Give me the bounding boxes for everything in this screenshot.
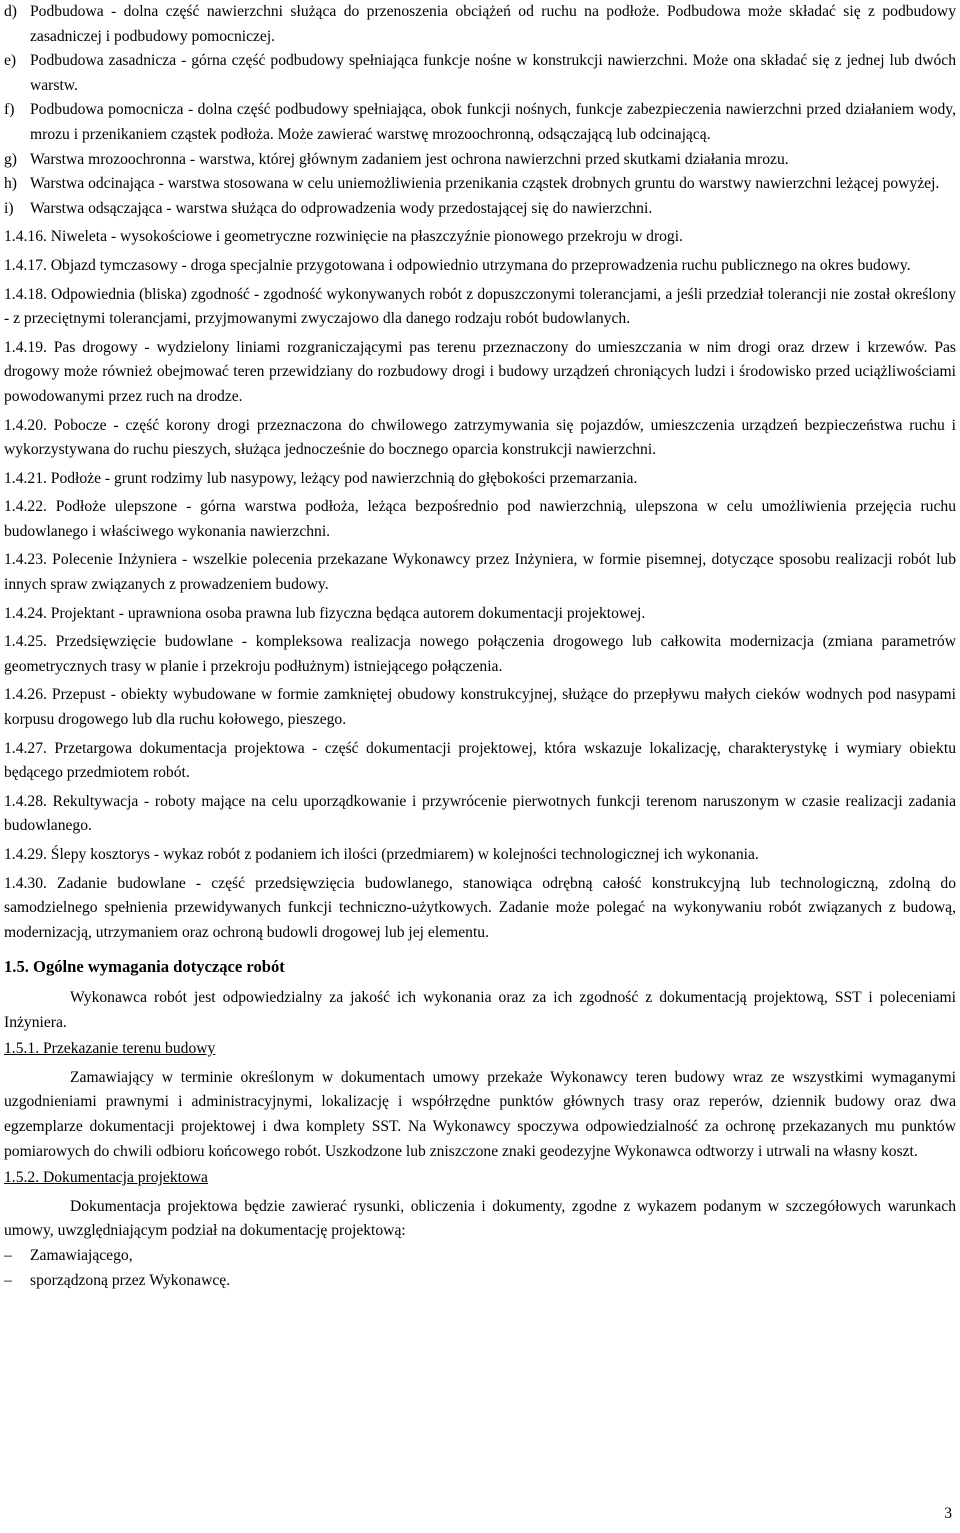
definition-paragraph: 1.4.26. Przepust - obiekty wybudowane w formie zamkniętej obudowy konstrukcyjnej, służące do przepływu małych cieków wodnych pod nasypami korpusu drogowego lub dla ruchu kołowego, pieszego. xyxy=(4,686,956,729)
definitions-list xyxy=(4,0,956,221)
list-item-text: Podbudowa pomocnicza - dolna część podbudowy spełniająca, obok funkcji nośnych, funkcje zabezpieczenia nawierzchni przed działaniem wody, mrozu i przenikaniem cząstek podłoża. Może zawierać warstwę mrozoochronną, odsączającą lub odcinającą. xyxy=(30,101,956,143)
subsection-text: Zamawiający w terminie określonym w dokumentach umowy przekaże Wykonawcy teren budowy wraz ze wszystkimi wymaganymi uzgodnieniami prawnymi i administracyjnymi, lokalizację i współrzędne punktów głównych trasy oraz reperów, dziennik budowy oraz dwa egzemplarze dokumentacji projektowej i dwa komplety SST. Na Wykonawcy spoczywa odpowiedzialność za ochronę przekazanych mu punktów pomiarowych do chwili odbioru końcowego robót. Uszkodzone lub zniszczone znaki geodezyjne Wykonawca odtworzy i utrwali na własny koszt. xyxy=(4,1068,956,1160)
section-intro: Wykonawca robót jest odpowiedzialny za jakość ich wykonania oraz za ich zgodność z dokumentacją projektową, SST i poleceniami Inżyniera. xyxy=(4,988,956,1031)
list-item-text: Podbudowa zasadnicza - górna część podbudowy spełniająca funkcje nośne w konstrukcji nawierzchni. Może ona składać się z jednej lub dwóch warstw. xyxy=(30,52,956,94)
subsection-text: Dokumentacja projektowa będzie zawierać rysunki, obliczenia i dokumenty, zgodne z wykazem podanym w szczegółowych warunkach umowy, uwzględniającym podział na dokumentację projektową: xyxy=(4,1197,956,1240)
list-item-text: Warstwa mrozoochronna - warstwa, której głównym zadaniem jest ochrona nawierzchni przed skutkami działania mrozu. xyxy=(30,150,789,168)
definition-paragraph: 1.4.21. Podłoże - grunt rodzimy lub nasypowy, leżący pod nawierzchnią do głębokości przemarzania. xyxy=(4,469,638,487)
list-marker: i) xyxy=(4,199,14,217)
definition-paragraph: 1.4.25. Przedsięwzięcie budowlane - kompleksowa realizacja nowego połączenia drogowego lub całkowita modernizacja (zmiana parametrów geometrycznych trasy w planie i przekroju podłużnym) istniejącego połączenia. xyxy=(4,633,956,675)
list-item xyxy=(4,197,956,222)
list-item-text: Podbudowa - dolna część nawierzchni służąca do przenoszenia obciążeń od ruchu na podłoże. Podbudowa może składać się z podbudowy zasadniczej i podbudowy pomocniczej. xyxy=(30,3,956,45)
definition-paragraph: 1.4.22. Podłoże ulepszone - górna warstwa podłoża, leżąca bezpośrednio pod nawierzchnią, ulepszona w celu umożliwienia przejęcia ruchu budowlanego i właściwego wykonania nawierzchni. xyxy=(4,498,956,540)
definition-paragraph: 1.4.28. Rekultywacja - roboty mające na celu uporządkowanie i przywrócenie pierwotnych funkcji terenom naruszonym w czasie realizacji zadania budowlanego. xyxy=(4,792,956,835)
bullet-text: sporządzoną przez Wykonawcę. xyxy=(30,1271,231,1289)
definition-paragraph: 1.4.18. Odpowiednia (bliska) zgodność - zgodność wykonywanych robót z dopuszczonymi tolerancjami, a jeśli przedział tolerancji nie został określony - z przeciętnymi tolerancjami, przyjmowanymi zwyczajowo dla danego rodzaju robót budowlanych. xyxy=(4,285,956,328)
list-marker: d) xyxy=(4,3,17,20)
definition-paragraph: 1.4.24. Projektant - uprawniona osoba prawna lub fizyczna będąca autorem dokumentacji projektowej. xyxy=(4,604,646,622)
definition-paragraph: 1.4.17. Objazd tymczasowy - droga specjalnie przygotowana i odpowiednio utrzymana do przeprowadzenia ruchu publicznego na okres budowy. xyxy=(4,256,911,274)
definition-paragraph: 1.4.27. Przetargowa dokumentacja projektowa - część dokumentacji projektowej, która wskazuje lokalizację, charakterystykę i wymiary obiektu będącego przedmiotem robót. xyxy=(4,739,956,782)
bullet-item xyxy=(4,1244,956,1269)
list-item xyxy=(4,49,956,98)
bullet-text: Zamawiającego, xyxy=(30,1246,133,1264)
page-number: 3 xyxy=(944,1505,952,1522)
definition-paragraph: 1.4.30. Zadanie budowlane - część przedsięwzięcia budowlanego, stanowiąca odrębną całość konstrukcyjną lub technologiczną, zdolną do samodzielnego spełnienia przewidywanych funkcji techniczno-użytkowych. Zadanie może polegać na wykonywaniu robót związanych z budową, modernizacją, utrzymaniem oraz ochroną budowli drogowej lub jej elementu. xyxy=(4,874,956,941)
numbered-definitions xyxy=(4,225,956,945)
list-item xyxy=(4,0,956,49)
subsection-heading: 1.5.1. Przekazanie terenu budowy xyxy=(4,1040,216,1058)
dash-bullet-icon: – xyxy=(4,1246,12,1264)
list-item-text: Warstwa odsączająca - warstwa służąca do odprowadzenia wody przedostającej się do nawierzchni. xyxy=(30,199,653,217)
definition-paragraph: 1.4.20. Pobocze - część korony drogi przeznaczona do chwilowego zatrzymywania się pojazdów, umieszczenia urządzeń bezpieczeństwa ruchu i wykorzystywana do ruchu pieszych, służąca jednocześnie do bocznego oparcia konstrukcji nawierzchni. xyxy=(4,416,956,459)
list-item xyxy=(4,148,956,173)
section-heading: 1.5. Ogólne wymagania dotyczące robót xyxy=(4,957,285,977)
definition-paragraph: 1.4.19. Pas drogowy - wydzielony liniami rozgraniczającymi pas terenu przeznaczony do umieszczania w nim drogi oraz drzew i krzewów. Pas drogowy może również obejmować teren przewidziany do rozbudowy drogi i budowy urządzeń chroniących ludzi i środowisko przed uciążliwościami powodowanymi przez ruch na drodze. xyxy=(4,338,956,405)
subsection-heading: 1.5.2. Dokumentacja projektowa xyxy=(4,1169,208,1187)
list-marker: h) xyxy=(4,175,17,193)
definition-paragraph: 1.4.29. Ślepy kosztorys - wykaz robót z podaniem ich ilości (przedmiarem) w kolejności technologicznej ich wykonania. xyxy=(4,846,759,863)
list-item-text: Warstwa odcinająca - warstwa stosowana w celu uniemożliwienia przenikania cząstek drobnych gruntu do warstwy nawierzchni leżącej powyżej. xyxy=(30,175,940,193)
list-item xyxy=(4,98,956,147)
definition-paragraph: 1.4.23. Polecenie Inżyniera - wszelkie polecenia przekazane Wykonawcy przez Inżyniera, w formie pisemnej, dotyczące sposobu realizacji robót lub innych spraw związanych z prowadzeniem budowy. xyxy=(4,551,956,594)
list-item xyxy=(4,172,956,197)
list-marker: f) xyxy=(4,101,15,119)
dash-bullet-icon: – xyxy=(4,1271,12,1289)
bullet-item xyxy=(4,1269,956,1294)
definition-paragraph: 1.4.16. Niweleta - wysokościowe i geometryczne rozwinięcie na płaszczyźnie pionowego przekroju w drogi. xyxy=(4,228,683,246)
list-marker: e) xyxy=(4,52,17,70)
list-marker: g) xyxy=(4,150,17,168)
